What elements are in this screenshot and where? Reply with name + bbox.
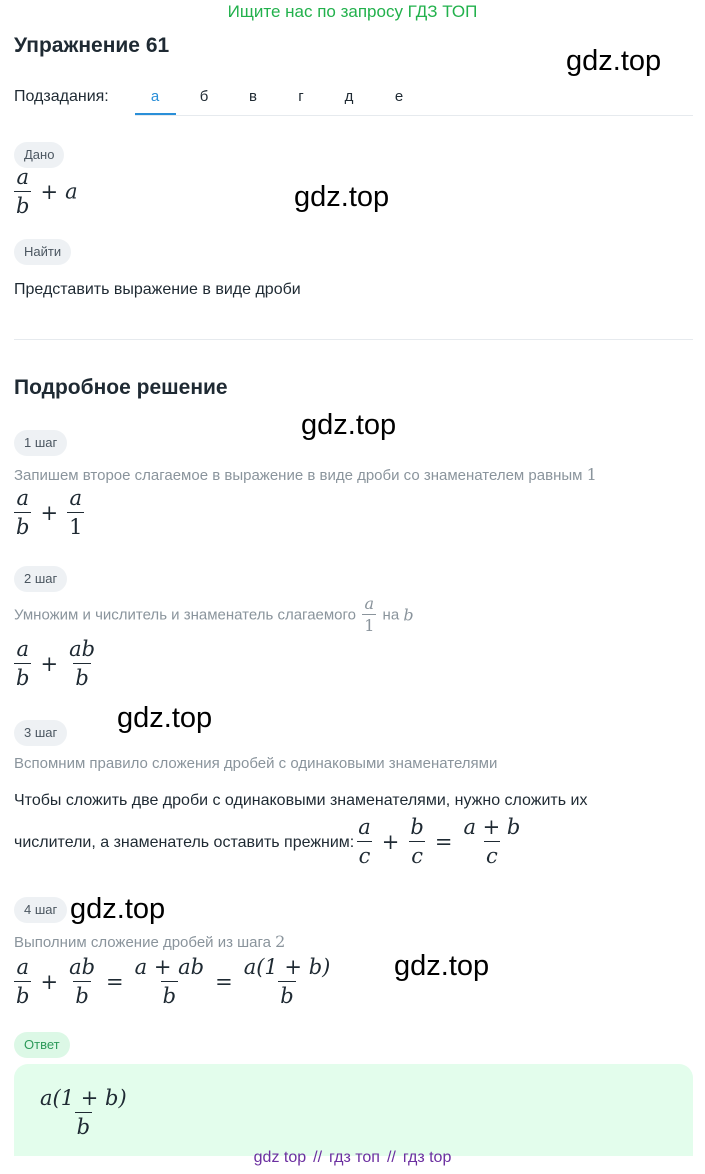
search-banner: Ищите нас по запросу ГДЗ ТОП (227, 2, 478, 21)
watermark: gdz.top (394, 950, 490, 982)
tab-a[interactable]: а (150, 88, 160, 105)
footer-link[interactable]: гдз топ (329, 1149, 380, 1166)
step-text: Вспомним правило сложения дробей с одинаковыми знаменателями (14, 755, 498, 772)
find-text: Представить выражение в виде дроби (14, 281, 301, 298)
watermark: gdz.top (566, 45, 662, 77)
tab-g[interactable]: г (298, 88, 304, 105)
step-badge: 3 шаг (14, 720, 67, 746)
watermark: gdz.top (70, 893, 166, 925)
tabs-divider (135, 115, 693, 116)
footer-links: gdz top // гдз топ // гдз top (253, 1149, 452, 1166)
footer-link[interactable]: гдз top (402, 1149, 452, 1166)
solution-heading: Подробное решение (14, 376, 228, 399)
section-divider (14, 339, 693, 340)
tab-d[interactable]: д (344, 88, 354, 105)
active-tab-indicator (135, 113, 176, 115)
fraction: $\frac{a}{b}$ (16, 165, 30, 218)
watermark: gdz.top (117, 702, 213, 734)
page-title: Упражнение 61 (14, 34, 170, 57)
answer-badge: Ответ (14, 1032, 70, 1058)
footer-link[interactable]: gdz top (253, 1149, 307, 1166)
find-badge: Найти (14, 239, 71, 265)
subtasks-label: Подзадания: (14, 88, 109, 105)
step-text: Выполним сложение дробей из шага 2 (14, 932, 286, 951)
step-badge: 2 шаг (14, 566, 67, 592)
rule-line: числители, а знаменатель оставить прежним: $\frac{a}{c}$ + $\frac{b}{c}$ = $\frac{a + b}{c}$ (14, 815, 521, 868)
given-badge: Дано (14, 142, 64, 168)
step-badge: 4 шаг (14, 897, 67, 923)
step-expression: $\frac{a}{b}$ + $\frac{ab}{b}$ (16, 637, 96, 690)
tab-e[interactable]: е (394, 88, 404, 105)
step-text: Запишем второе слагаемое в выражение в виде дроби со знаменателем равным 1 (14, 465, 597, 484)
tab-b[interactable]: б (199, 88, 209, 105)
step-expression: $\frac{a}{b}$ + $\frac{ab}{b}$ = $\frac{a + ab}{b}$ = $\frac{a(1 + b)}{b}$ (16, 955, 331, 1008)
given-expression: $\frac{a}{b}$ + a (12, 165, 78, 218)
step-expression: $\frac{a}{b}$ + $\frac{a}{1}$ (16, 486, 83, 539)
rule-text: Чтобы сложить две дроби с одинаковыми знаменателями, нужно сложить их (14, 792, 588, 809)
watermark: gdz.top (294, 181, 390, 213)
answer-expression: $\frac{a(1 + b)}{b}$ (40, 1086, 127, 1139)
watermark: gdz.top (301, 409, 397, 441)
step-badge: 1 шаг (14, 430, 67, 456)
step-text: Умножим и числитель и знаменатель слагаемого $\frac{a}{1}$ на b (14, 594, 414, 635)
tab-v[interactable]: в (249, 88, 257, 105)
